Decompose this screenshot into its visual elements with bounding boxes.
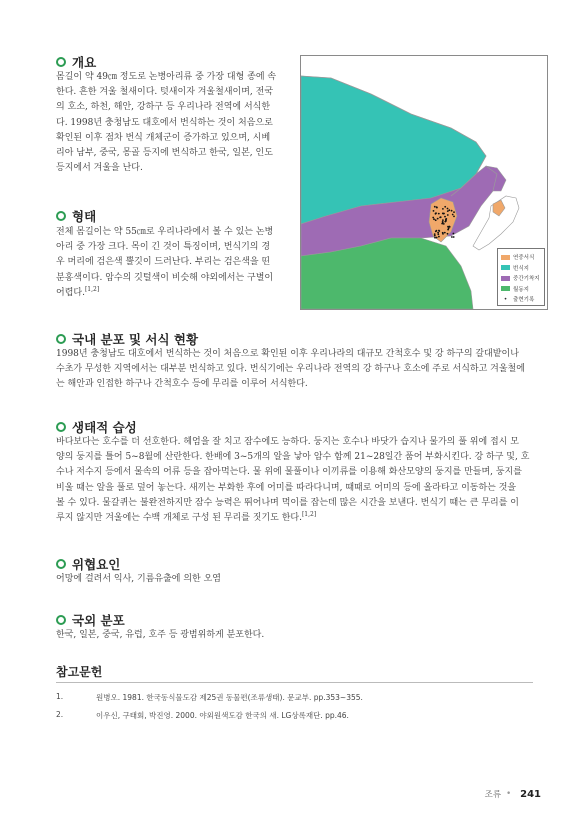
bullet-icon: [56, 211, 66, 221]
record-dot: [451, 236, 453, 238]
legend-label: 연중서식: [513, 255, 535, 262]
legend-item-breeding: [501, 263, 541, 274]
section-title: 위협요인: [72, 557, 121, 572]
text-line: 몸길이 약 49㎝ 정도로 논병아리류 중 가장 대형 종에 속: [56, 72, 277, 82]
record-dot: [437, 233, 439, 235]
citation-ref: [1,2]: [84, 285, 100, 293]
legend-item-resident: [501, 252, 541, 263]
legend-swatch: [501, 255, 510, 260]
record-dot: [442, 208, 444, 210]
section-heading-overseas: [56, 611, 125, 629]
record-dot: [452, 214, 454, 216]
section-heading-threats: [56, 555, 120, 573]
reference-text: 이우신, 구태회, 박진영. 2000. 야외원색도감 한국의 새. LG상록재단. pp.46.: [96, 711, 349, 720]
reference-number: 1.: [56, 692, 64, 701]
bullet-icon: [56, 334, 66, 344]
text-line: 루지 않지만 겨울에는 수백 개체로 구성 된 무리를 짓기도 한다.: [56, 513, 302, 524]
page-number: 241: [520, 788, 541, 800]
distribution-map: [300, 55, 548, 310]
text-line: 의 호소, 하천, 해안, 강하구 등 우리나라 전역에 서식한: [56, 102, 271, 113]
record-dot: [453, 233, 455, 235]
legend-label: 번식지: [513, 265, 529, 272]
record-dot: [436, 206, 438, 208]
text-line: 아리 중 가장 크다. 목이 긴 것이 특징이며, 번식기의 경: [56, 242, 271, 253]
record-dot: [432, 217, 434, 219]
references-divider: [56, 682, 533, 683]
record-dot: [439, 217, 441, 219]
map-legend: [497, 248, 545, 306]
section-heading-ecology: [56, 418, 137, 436]
record-dot: [435, 219, 437, 221]
text-line: 우 머리에 검은색 뿔깃이 드러난다. 부리는 검은색을 띤: [56, 257, 271, 268]
legend-label: 월동지: [513, 286, 529, 293]
section-heading-morphology: [56, 207, 96, 225]
record-dot: [447, 214, 449, 216]
record-dot: [451, 210, 453, 212]
record-dot-icon: •: [503, 295, 508, 303]
record-dot: [453, 216, 455, 218]
legend-item-wintering: [501, 284, 541, 295]
record-dot: [444, 206, 446, 208]
text-line: 어망에 걸려서 익사, 기름유출에 의한 오염: [56, 574, 221, 584]
legend-item-stopover: [501, 273, 541, 284]
section-title: 개요: [72, 55, 97, 70]
bullet-icon: [56, 57, 66, 67]
text-line: 한다. 흔한 겨울 철새이다. 텃새이자 겨울철새이며, 전국: [56, 87, 274, 98]
section-heading-domestic: [56, 330, 198, 348]
section-title: 형태: [72, 209, 97, 224]
record-dot: [434, 237, 436, 239]
record-dot: [453, 236, 455, 238]
record-dot: [433, 218, 435, 220]
legend-swatch: [501, 276, 510, 281]
text-line: 어렵다.: [56, 287, 85, 298]
legend-swatch: [501, 286, 510, 291]
page-footer: [485, 788, 541, 800]
text-line: 수초가 무성한 지역에서는 대부분 번식하고 있다. 번식기에는 우리나라 전역의 강 하구나 호소에 주로 서식하고 겨울철에: [56, 364, 525, 375]
text-line: 리아 남부, 중국, 몽골 등지에 번식하고 한국, 일본, 인도: [56, 148, 273, 159]
reference-number: 2.: [56, 710, 64, 719]
legend-item-record: [501, 294, 541, 305]
record-dot: [442, 221, 444, 223]
record-dot: [434, 206, 436, 208]
record-dot: [444, 216, 446, 218]
text-line: 다. 1998년 충청남도 대호에서 번식하는 것이 처음으로: [56, 117, 273, 128]
record-dot: [441, 223, 443, 225]
text-line: 1998년 충청남도 대호에서 번식하는 것이 처음으로 확인된 이후 우리나라의 대규모 간척호수 및 강 하구의 갈대밭이나: [56, 349, 519, 359]
text-line: 한국, 일본, 중국, 유럽, 호주 등 광범위하게 분포한다.: [56, 630, 265, 640]
record-dot: [448, 209, 450, 211]
section-heading-overview: [56, 53, 96, 71]
reference-item: [56, 710, 533, 721]
record-dot: [438, 236, 440, 238]
record-dot: [443, 223, 445, 225]
record-dot: [437, 218, 439, 220]
record-dot: [449, 226, 451, 228]
text-line: 확인된 이후 점차 번식 개체군이 증가하고 있으며, 시베: [56, 132, 271, 143]
text-line: 수나 저수지 등에서 물속의 어류 등을 잡아먹는다. 물 위에 물풀이나 이끼류를 이용해 화산모양의 둥지를 만들며, 둥지를: [56, 467, 522, 478]
record-dot: [438, 213, 440, 215]
record-dot: [436, 237, 438, 239]
text-line: 양의 둥지를 틀어 5~8월에 산란한다. 한배에 3~5개의 알을 낳아 암수 함께 21~28일간 품어 부화시킨다. 강 하구 및, 호: [56, 452, 530, 463]
record-dot: [434, 235, 436, 237]
record-dot: [442, 233, 444, 235]
record-dot: [442, 219, 444, 221]
bullet-icon: [56, 615, 66, 625]
references-title: 참고문헌: [56, 665, 103, 679]
footer-category: 조류: [484, 790, 502, 800]
record-dot: [438, 230, 440, 232]
legend-swatch: [501, 265, 510, 270]
section-title: 국내 분포 및 서식 현황: [72, 332, 199, 347]
record-dot: [437, 232, 439, 234]
text-line: 전체 몸길이는 약 55㎝로 우리나라에서 볼 수 있는 논병: [56, 227, 274, 237]
text-line: 분홍색이다. 암수의 깃털색이 비슷해 야외에서는 구별이: [56, 272, 274, 283]
record-dot: [448, 227, 450, 229]
text-line: 는 해안과 인접한 하구나 간척호수 등에 무리를 이루어 서식한다.: [56, 379, 308, 390]
reference-item: [56, 692, 533, 703]
record-dot: [435, 212, 437, 214]
legend-label: 중간기착지: [513, 276, 540, 283]
record-dot: [447, 210, 449, 212]
record-dot: [447, 208, 449, 210]
overseas-paragraph: [56, 628, 533, 643]
ecology-paragraph: [56, 435, 533, 526]
legend-label: 출현기록: [513, 297, 535, 304]
footer-separator: •: [506, 789, 512, 799]
text-line: 바다보다는 호수를 더 선호한다. 헤엄을 잘 치고 잠수에도 능하다. 둥지는 호수나 바닷가 습지나 물가의 풀 위에 접시 모: [56, 437, 519, 447]
record-dot: [453, 211, 455, 213]
record-dot: [433, 210, 435, 212]
section-title: 생태적 습성: [72, 420, 137, 435]
record-dot: [443, 213, 445, 215]
threats-paragraph: [56, 572, 533, 587]
bullet-icon: [56, 422, 66, 432]
text-line: 볼 수 있다. 물갈퀴는 불완전하지만 잠수 능력은 뛰어나며 먹이를 잡는데 많은 시간을 보낸다. 번식기 때는 큰 무리를 이: [56, 497, 519, 508]
reference-text: 원병오. 1981. 한국동식물도감 제25권 동물편(조류생태). 문교부. pp.353~355.: [96, 693, 363, 702]
bullet-icon: [56, 559, 66, 569]
record-dot: [445, 220, 447, 222]
section-title: 국외 분포: [72, 613, 125, 628]
morphology-paragraph: [56, 225, 287, 301]
domestic-paragraph: [56, 347, 533, 393]
overview-paragraph: [56, 70, 287, 176]
text-line: 등지에서 겨울을 난다.: [56, 163, 143, 174]
citation-ref: [1,2]: [301, 511, 317, 519]
record-dot: [447, 233, 449, 235]
text-line: 비울 때는 알을 풀로 덮어 놓는다. 새끼는 부화한 후에 어미를 따라다니며, 때때로 어미의 등에 올라타고 이동하는 것을: [56, 482, 517, 493]
record-dot: [435, 231, 437, 233]
record-dot: [444, 232, 446, 234]
